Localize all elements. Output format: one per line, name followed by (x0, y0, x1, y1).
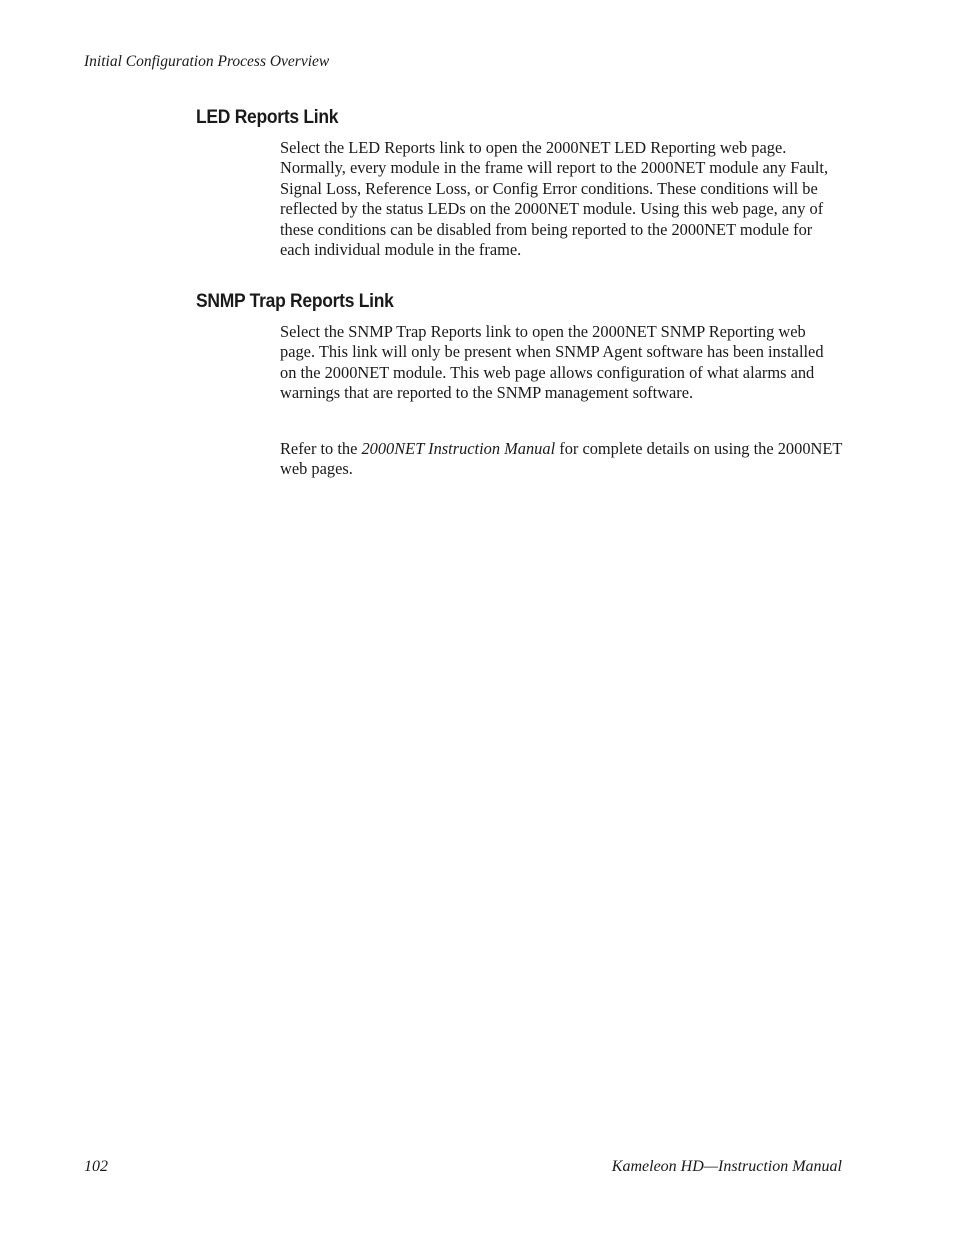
section-heading-snmp-trap-reports: SNMP Trap Reports Link (196, 291, 394, 312)
refer-text-before: Refer to the (280, 439, 362, 458)
section-heading-led-reports: LED Reports Link (196, 107, 339, 128)
led-reports-paragraph: Select the LED Reports link to open the 2000NET LED Reporting web page. Normally, every module in the frame will report to the 2000NET module any Fault, Signal Loss, Reference Loss, or Config Error conditions. These conditions will be reflected by the status LEDs on the 2000NET module. Using this web page, any of these conditions can be disabled from being reported to the 2000NET module for each individual module in the frame. (280, 138, 829, 260)
snmp-trap-reports-paragraph: Select the SNMP Trap Reports link to open the 2000NET SNMP Reporting web page. This link will only be present when SNMP Agent software has been installed on the 2000NET module. This web page allows configuration of what alarms and warnings that are reported to the SNMP management software. (280, 322, 824, 403)
refer-paragraph (280, 439, 844, 480)
manual-reference: 2000NET Instruction Manual (361, 439, 556, 458)
refer-text-after: for complete details on using the 2000NET web pages. (280, 439, 843, 479)
page-number: 102 (84, 1158, 108, 1175)
footer-manual-title: Kameleon HD—Instruction Manual (611, 1158, 842, 1175)
running-header: Initial Configuration Process Overview (84, 53, 330, 70)
